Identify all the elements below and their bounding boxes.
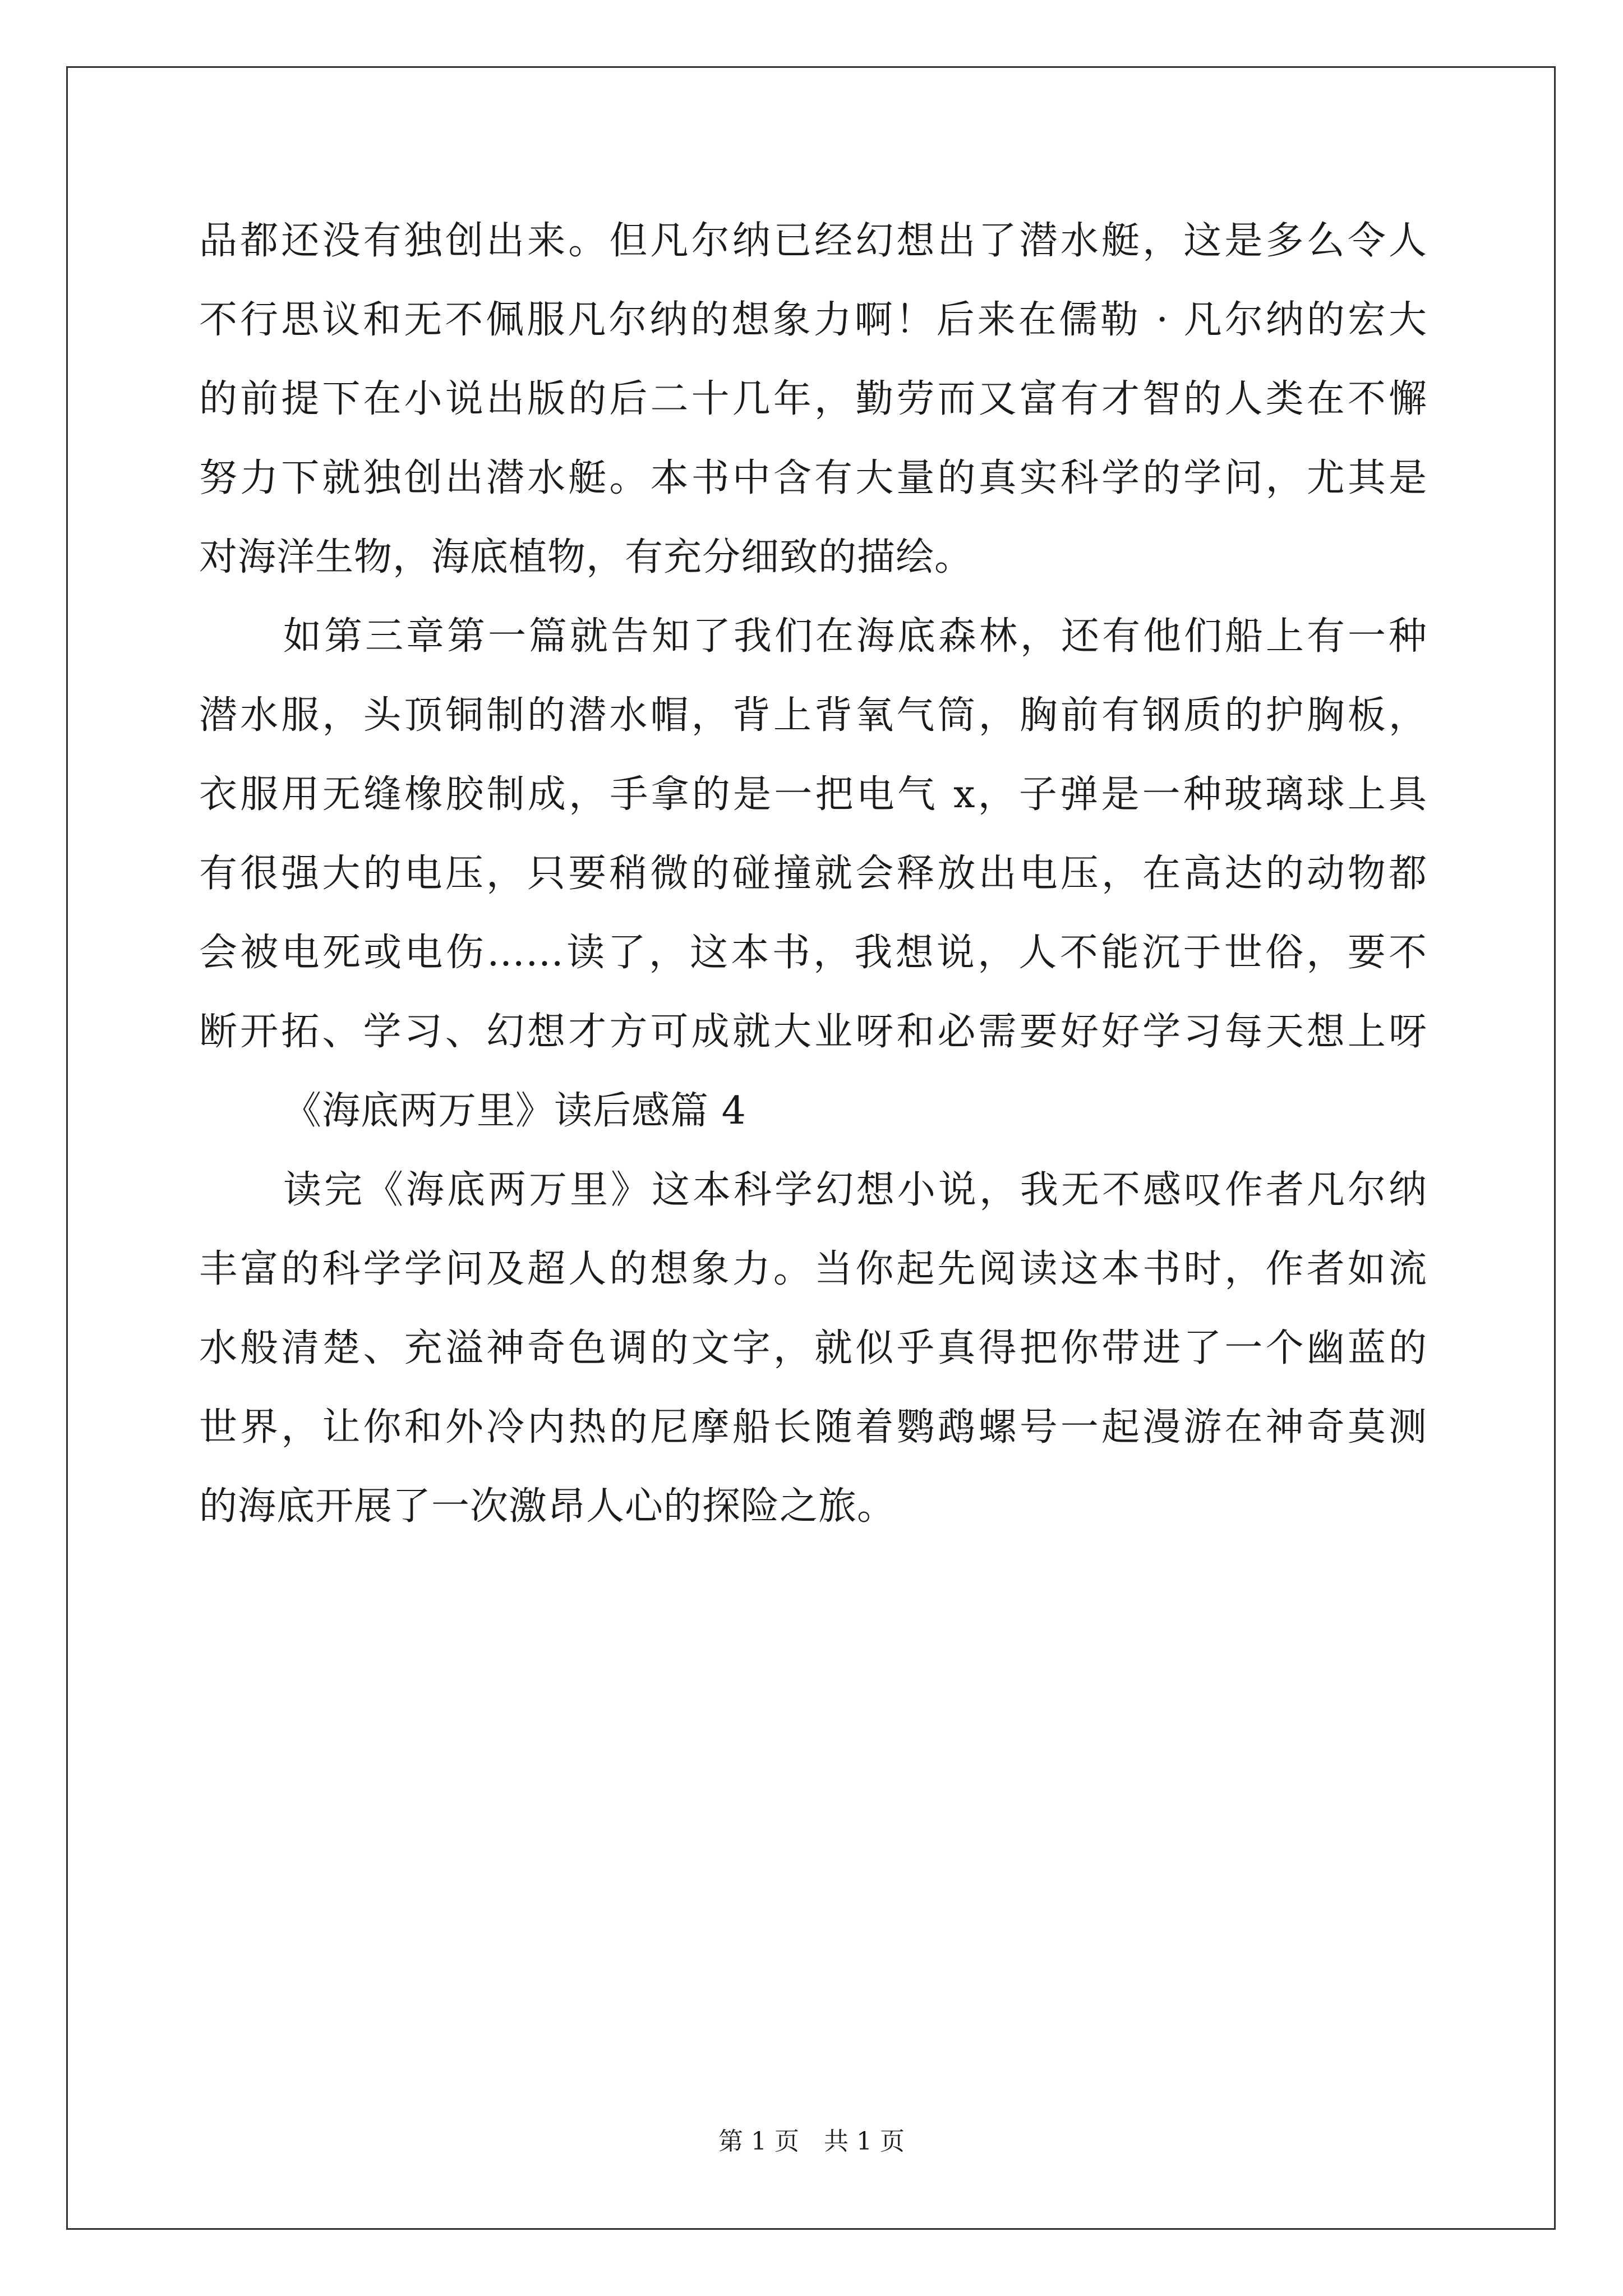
paragraph-line: 有很强大的电压，只要稍微的碰撞就会释放出电压，在高达的动物都 [199,852,1427,896]
paragraph-line: 水般清楚、充溢神奇色调的文字，就似乎真得把你带进了一个幽蓝的 [199,1326,1427,1370]
paragraph-line: 对海洋生物，海底植物，有充分细致的描绘。 [199,535,974,579]
paragraph-line: 读完《海底两万里》这本科学幻想小说，我无不感叹作者凡尔纳 [283,1168,1427,1212]
paragraph-line: 品都还没有独创出来。但凡尔纳已经幻想出了潜水艇，这是多么令人 [199,219,1427,263]
paragraph-line: 不行思议和无不佩服凡尔纳的想象力啊！后来在儒勒 · 凡尔纳的宏大 [199,298,1427,342]
paragraph-line: 的前提下在小说出版的后二十几年，勤劳而又富有才智的人类在不懈 [199,377,1427,421]
paragraph-line: 如第三章第一篇就告知了我们在海底森林，还有他们船上有一种 [283,614,1427,659]
paragraph-line: 的海底开展了一次激昂人心的探险之旅。 [199,1484,896,1529]
paragraph-line: 努力下就独创出潜水艇。本书中含有大量的真实科学的学问，尤其是 [199,456,1427,500]
paragraph-line: 衣服用无缝橡胶制成，手拿的是一把电气 x，子弹是一种玻璃球上具 [199,772,1427,817]
paragraph-line: 断开拓、学习、幻想才方可成就大业呀和必需要好好学习每天想上呀 [199,1010,1427,1054]
paragraph-line: 丰富的科学学问及超人的想象力。当你起先阅读这本书时，作者如流 [199,1247,1427,1291]
paragraph-line: 会被电死或电伤……读了，这本书，我想说，人不能沉于世俗，要不 [199,931,1427,975]
paragraph-line: 世界，让你和外冷内热的尼摩船长随着鹦鹉螺号一起漫游在神奇莫测 [199,1405,1427,1450]
section-heading: 《海底两万里》读后感篇 4 [283,1089,746,1133]
paragraph-line: 潜水服，头顶铜制的潜水帽，背上背氧气筒，胸前有钢质的护胸板， [199,693,1427,738]
page-footer: 第 1 页 共 1 页 [718,2127,905,2156]
